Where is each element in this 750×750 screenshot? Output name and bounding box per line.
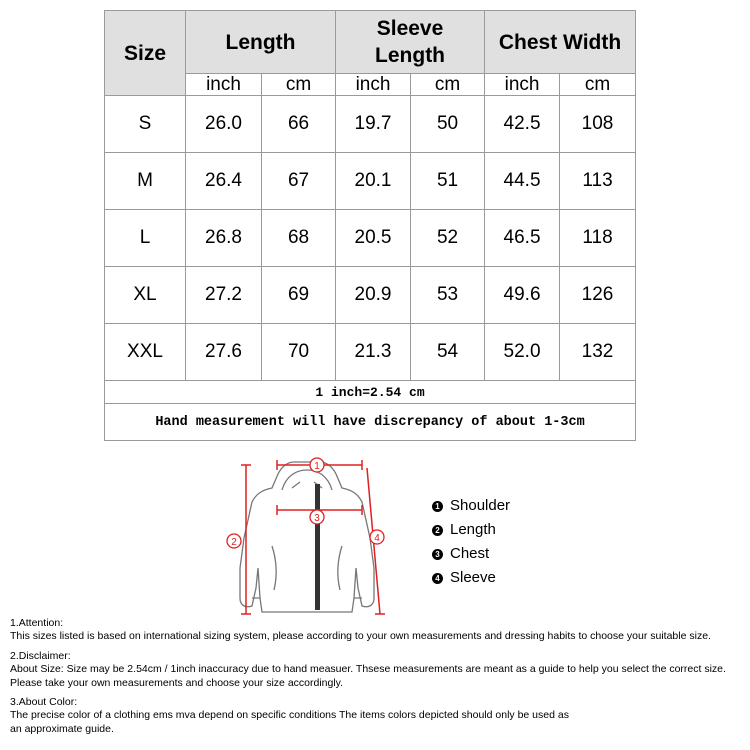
number-badge-icon: 2 (432, 525, 443, 536)
unit-cell: inch (336, 74, 411, 96)
legend-item (432, 518, 510, 542)
svg-text:1: 1 (314, 461, 320, 472)
number-badge-icon: 4 (432, 573, 443, 584)
length-inch-cell: 26.4 (186, 153, 262, 210)
header-sleeve-line2: Length (375, 44, 446, 67)
chest-inch-cell: 46.5 (485, 210, 560, 267)
zipper-icon (315, 484, 320, 610)
sleeve-cm-cell: 52 (411, 210, 485, 267)
svg-text:4: 4 (374, 533, 380, 544)
attention-block (10, 617, 745, 644)
sleeve-cm-cell: 53 (411, 267, 485, 324)
sleeve-cm-cell: 54 (411, 324, 485, 381)
sleeve-inch-cell: 21.3 (336, 324, 411, 381)
conversion-row (105, 381, 636, 404)
header-sleeve-line1: Sleeve (376, 17, 444, 40)
size-chart-table (104, 10, 636, 441)
size-cell: XXL (105, 324, 186, 381)
number-badge-icon: 3 (432, 549, 443, 560)
measurement-diagram (222, 448, 392, 620)
discrepancy-note: Hand measurement will have discrepancy of about 1-3cm (105, 404, 636, 441)
sleeve-inch-cell: 20.9 (336, 267, 411, 324)
number-badge-icon: 1 (432, 501, 443, 512)
unit-cell: inch (186, 74, 262, 96)
table-row (105, 153, 636, 210)
length-cm-cell: 69 (262, 267, 336, 324)
svg-text:2: 2 (231, 537, 237, 548)
legend-item (432, 494, 510, 518)
chest-cm-cell: 118 (560, 210, 636, 267)
unit-cell: cm (262, 74, 336, 96)
chest-inch-cell: 52.0 (485, 324, 560, 381)
table-row (105, 324, 636, 381)
length-inch-cell: 26.8 (186, 210, 262, 267)
length-cm-cell: 68 (262, 210, 336, 267)
legend-item (432, 566, 510, 590)
color-title: 3.About Color: (10, 696, 78, 709)
length-inch-cell: 27.2 (186, 267, 262, 324)
header-length: Length (186, 11, 336, 74)
color-block (10, 696, 745, 736)
length-cm-cell: 67 (262, 153, 336, 210)
measurement-legend (432, 494, 510, 590)
chest-cm-cell: 108 (560, 96, 636, 153)
unit-cell: inch (485, 74, 560, 96)
marker-2-icon (227, 534, 241, 548)
unit-cell: cm (411, 74, 485, 96)
disclaimer-text: About Size: Size may be 2.54cm / 1inch inaccuracy due to hand measuer. Thsese measurements are meant as a guide to help you select the correct size. (10, 663, 726, 676)
size-cell: M (105, 153, 186, 210)
header-row (105, 11, 636, 74)
chest-inch-cell: 42.5 (485, 96, 560, 153)
length-cm-cell: 70 (262, 324, 336, 381)
legend-item (432, 542, 510, 566)
legend-label: Length (450, 521, 496, 538)
table-row (105, 96, 636, 153)
disclaimer-block (10, 650, 745, 690)
table-row (105, 267, 636, 324)
length-inch-cell: 26.0 (186, 96, 262, 153)
size-cell: S (105, 96, 186, 153)
sleeve-inch-cell: 19.7 (336, 96, 411, 153)
sleeve-inch-cell: 20.5 (336, 210, 411, 267)
marker-1-icon (310, 458, 324, 472)
attention-text: This sizes listed is based on international sizing system, please according to your own measurements and dressing habits to choose your suitable size. (10, 630, 711, 643)
disclaimer-title: 2.Disclaimer: (10, 649, 71, 662)
sleeve-cm-cell: 50 (411, 96, 485, 153)
marker-3-icon (310, 510, 324, 524)
svg-text:3: 3 (314, 513, 320, 524)
legend-label: Chest (450, 545, 490, 562)
header-size: Size (105, 11, 186, 96)
chest-inch-cell: 44.5 (485, 153, 560, 210)
chest-cm-cell: 132 (560, 324, 636, 381)
legend-label: Shoulder (450, 497, 511, 514)
chest-inch-cell: 49.6 (485, 267, 560, 324)
chest-cm-cell: 113 (560, 153, 636, 210)
color-text: an approximate guide. (10, 722, 114, 735)
conversion-note: 1 inch=2.54 cm (105, 381, 636, 404)
discrepancy-row (105, 404, 636, 441)
sleeve-inch-cell: 20.1 (336, 153, 411, 210)
attention-title: 1.Attention: (10, 617, 64, 629)
length-inch-cell: 27.6 (186, 324, 262, 381)
header-chest-width: Chest Width (485, 11, 636, 74)
legend-label: Sleeve (450, 569, 496, 586)
size-cell: L (105, 210, 186, 267)
marker-4-icon (370, 530, 384, 544)
disclaimer-text: Please take your own measurements and choose your size accordingly. (10, 676, 344, 689)
sleeve-cm-cell: 51 (411, 153, 485, 210)
hoodie-outline-icon (240, 462, 374, 612)
table-row (105, 210, 636, 267)
length-cm-cell: 66 (262, 96, 336, 153)
size-cell: XL (105, 267, 186, 324)
chest-cm-cell: 126 (560, 267, 636, 324)
measure-lines (241, 460, 385, 614)
header-sleeve-length (336, 11, 485, 74)
unit-cell: cm (560, 74, 636, 96)
color-text: The precise color of a clothing ems mva depend on specific conditions The items colors depicted should only be used as (10, 709, 569, 722)
notes-section (10, 617, 745, 742)
